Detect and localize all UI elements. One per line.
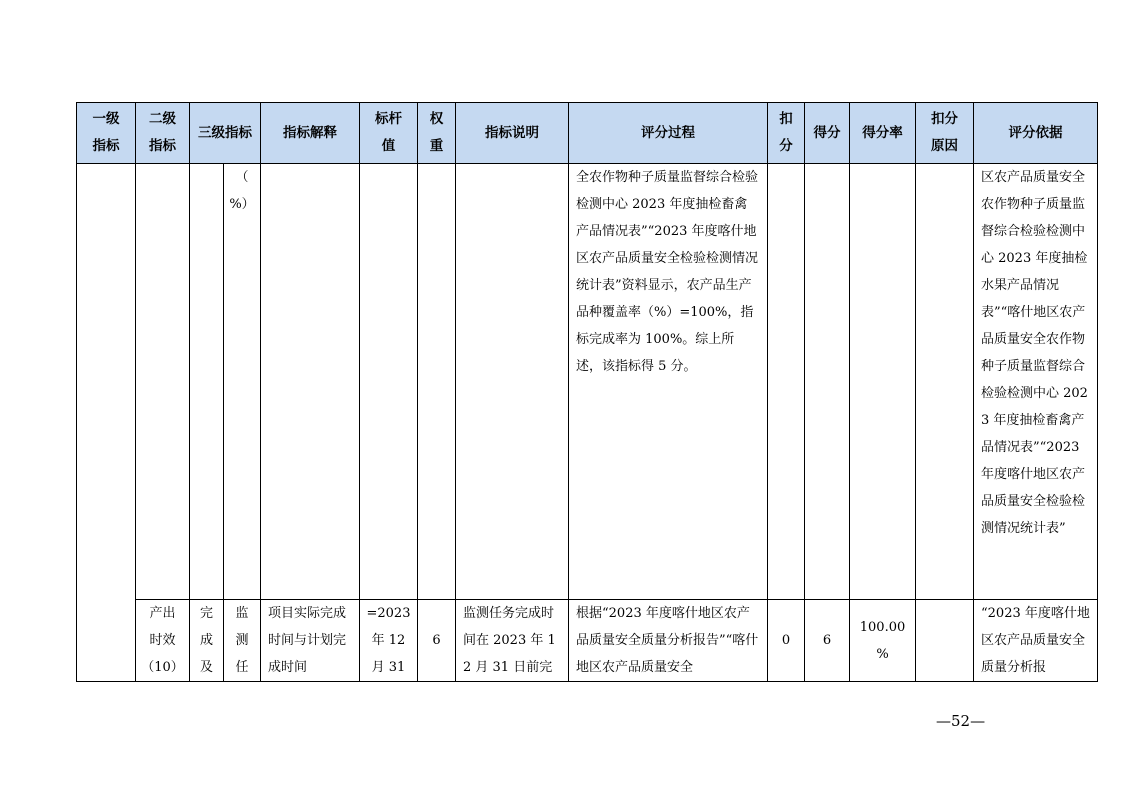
table-row	[77, 600, 1098, 682]
evaluation-table	[76, 102, 1098, 682]
rate-cell	[850, 164, 916, 600]
page-number: —52—	[936, 712, 986, 730]
explain-cell: 项目实际完成时间与计划完成时间	[261, 600, 360, 682]
tier3a-cell	[190, 164, 224, 600]
header-explain: 指标解释	[261, 103, 360, 164]
reason-cell	[916, 164, 974, 600]
desc-cell	[456, 164, 569, 600]
desc-cell: 监测任务完成时间在 2023 年 12 月 31 日前完	[456, 600, 569, 682]
header-weight: 权 重	[418, 103, 456, 164]
basis-cell: “2023 年度喀什地区农产品质量安全质量分析报	[974, 600, 1098, 682]
deduct-cell: 0	[768, 600, 805, 682]
header-process: 评分过程	[569, 103, 768, 164]
rate-cell: 100.00 %	[850, 600, 916, 682]
weight-cell	[418, 164, 456, 600]
reason-cell	[916, 600, 974, 682]
tier3b-cell: 监 测 任	[224, 600, 261, 682]
header-deduct: 扣 分	[768, 103, 805, 164]
header-row	[77, 103, 1098, 164]
header-tier1: 一级 指标	[77, 103, 136, 164]
header-tier3: 三级指标	[190, 103, 261, 164]
process-cell: 根据“2023 年度喀什地区农产品质量安全质量分析报告”“喀什地区农产品质量安全	[569, 600, 768, 682]
tier3a-cell: 完 成 及	[190, 600, 224, 682]
table-row	[77, 164, 1098, 600]
tier2-cell: 产出 时效 （10）	[136, 600, 190, 682]
header-rate: 得分率	[850, 103, 916, 164]
header-basis: 评分依据	[974, 103, 1098, 164]
tier3b-cell: （ %）	[224, 164, 261, 600]
header-benchmark: 标杆 值	[360, 103, 418, 164]
weight-cell: 6	[418, 600, 456, 682]
header-score: 得分	[805, 103, 850, 164]
tier1-cell	[77, 164, 136, 682]
explain-cell	[261, 164, 360, 600]
score-cell: 6	[805, 600, 850, 682]
header-desc: 指标说明	[456, 103, 569, 164]
deduct-cell	[768, 164, 805, 600]
tier2-cell	[136, 164, 190, 600]
benchmark-cell	[360, 164, 418, 600]
benchmark-cell: =2023 年 12 月 31	[360, 600, 418, 682]
basis-cell: 区农产品质量安全农作物种子质量监督综合检验检测中心 2023 年度抽检水果产品情况表”“喀什地区农产品质量安全农作物种子质量监督综合检验检测中心 2023 年度抽检畜禽产品情况表”“2023 年度喀什地区农产品质量安全检验检测情况统计表”	[974, 164, 1098, 600]
process-cell: 全农作物种子质量监督综合检验检测中心 2023 年度抽检畜禽产品情况表”“2023 年度喀什地区农产品质量安全检验检测情况统计表”资料显示，农产品生产品种覆盖率（%）=100%，指标完成率为 100%。综上所述，该指标得 5 分。	[569, 164, 768, 600]
header-reason: 扣分 原因	[916, 103, 974, 164]
score-cell	[805, 164, 850, 600]
header-tier2: 二级 指标	[136, 103, 190, 164]
